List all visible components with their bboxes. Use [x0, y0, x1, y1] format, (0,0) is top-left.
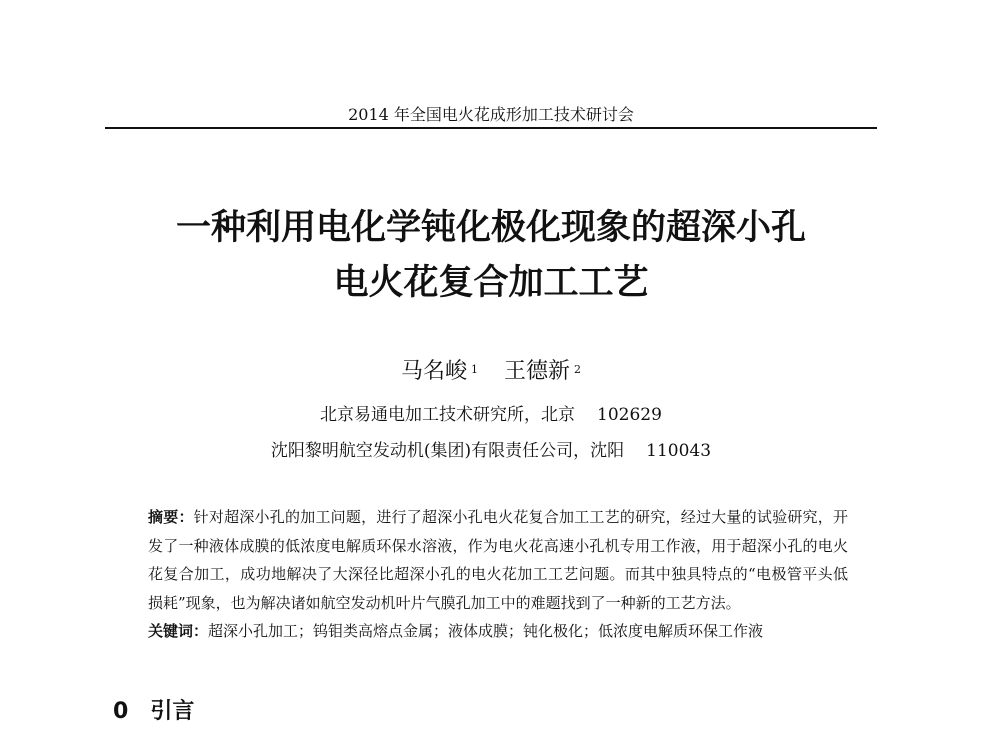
abstract-block: [148, 503, 848, 646]
keywords-text: 超深小孔加工；钨钼类高熔点金属；液体成膜；钝化极化；低浓度电解质环保工作液: [208, 622, 764, 640]
affiliation-text: 北京易通电加工技术研究所，北京: [320, 405, 576, 425]
header-rule: [105, 127, 877, 129]
keywords-line: [148, 617, 848, 646]
affiliation-text: 沈阳黎明航空发动机(集团)有限责任公司，沈阳: [270, 441, 625, 461]
author-2: [504, 357, 581, 387]
author-name: 马名峻: [400, 359, 467, 384]
paper-title-line-1: 一种利用电化学钝化极化现象的超深小孔: [175, 208, 806, 248]
section-title: 引言: [150, 699, 195, 724]
abstract-text: 针对超深小孔的加工问题，进行了超深小孔电火花复合加工工艺的研究，经过大量的试验研究，开: [193, 508, 848, 526]
abstract-line: 损耗”现象，也为解决诸如航空发动机叶片气膜孔加工中的难题找到了一种新的工艺方法。: [148, 593, 741, 612]
keywords-label: 关键词：: [148, 622, 209, 640]
running-header: 2014 年全国电火花成形加工技术研讨会: [348, 105, 634, 124]
affiliation-postcode: 102629: [597, 405, 662, 425]
author-1: [401, 357, 478, 387]
abstract-line: 花复合加工，成功地解决了大深径比超深小孔的电火花加工工艺问题。而其中独具特点的“电极管平头低: [148, 565, 848, 583]
affiliation-mark: 2: [574, 363, 582, 376]
section-heading: [113, 697, 194, 727]
affiliation-1: [105, 403, 877, 427]
author-list: [105, 357, 877, 387]
affiliation-2: [105, 439, 877, 463]
paper-title-line-2: 电火花复合加工工艺: [333, 263, 649, 303]
author-name: 王德新: [504, 359, 571, 384]
affiliation-mark: 1: [471, 363, 478, 376]
abstract-line: [148, 503, 848, 532]
section-number: 0: [113, 699, 129, 724]
abstract-label: 摘要：: [148, 508, 194, 526]
abstract-line: 发了一种液体成膜的低浓度电解质环保水溶液，作为电火花高速小孔机专用工作液，用于超深小孔的电火: [148, 536, 848, 555]
affiliation-postcode: 110043: [646, 441, 712, 461]
